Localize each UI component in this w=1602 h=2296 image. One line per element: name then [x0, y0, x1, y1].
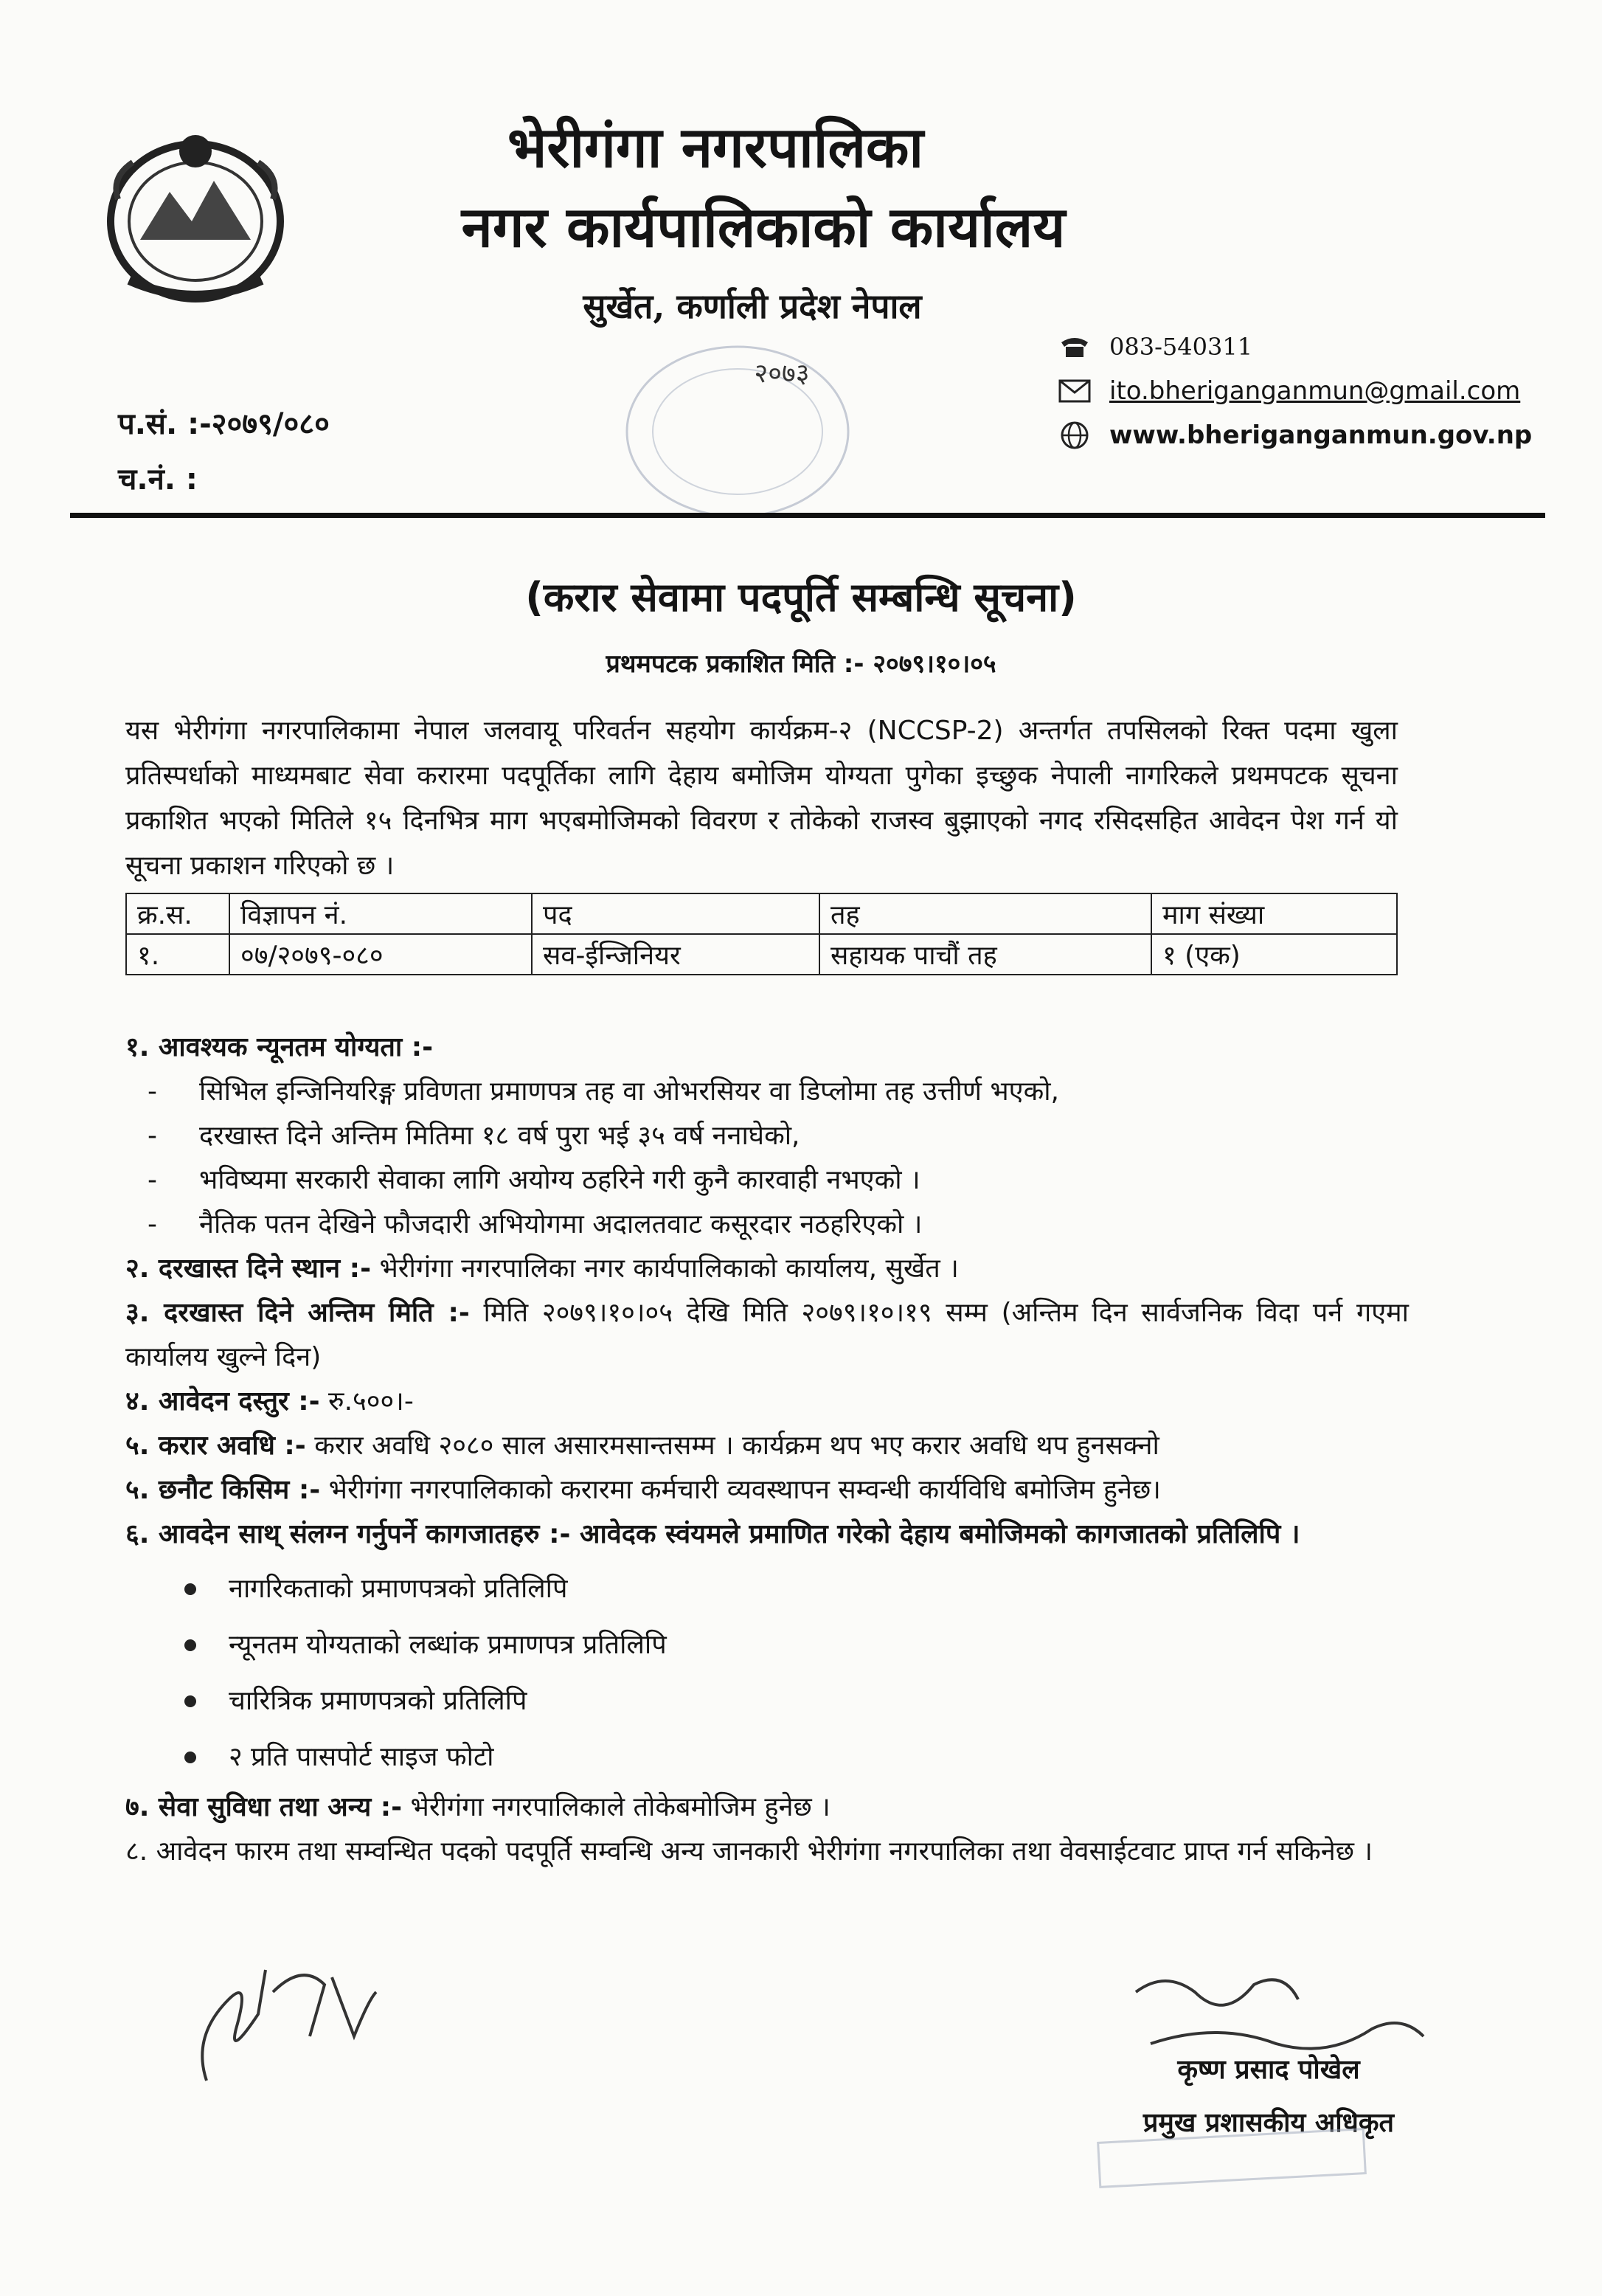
section-8: ८. आवेदन फारम तथा सम्वन्धित पदको पदपूर्ति सम्वन्धि अन्य जानकारी भेरीगंगा नगरपालिका तथा वेवसाईटवाट प्राप्त गर्न सकिनेछ ।: [125, 1836, 1373, 1867]
section-text: भेरीगंगा नगरपालिका नगर कार्यपालिकाको कार्यालय, सुर्खेत ।: [371, 1254, 959, 1284]
table-cell: सव-ईन्जिनियर: [532, 934, 819, 975]
list-item: - सिभिल इन्जिनियरिङ्ग प्रविणता प्रमाणपत्र तह वा ओभरसियर वा डिप्लोमा तह उत्तीर्ण भएको,: [125, 1070, 1409, 1114]
telephone-icon: [1055, 332, 1095, 362]
table-cell: ०७/२०७९-०८०: [229, 934, 532, 975]
section-heading: २. दरखास्त दिने स्थान :-: [125, 1254, 372, 1284]
reference-number: प.सं. :-२०७९/०८०: [118, 407, 330, 441]
qualification-text: भविष्यमा सरकारी सेवाका लागि अयोग्य ठहरिने गरी कुनै कारवाही नभएको ।: [199, 1165, 920, 1195]
bullet-icon: [184, 1639, 196, 1651]
document-text: नागरिकताको प्रमाणपत्रको प्रतिलिपि: [229, 1574, 568, 1604]
table-cell: सहायक पाचौं तह: [819, 934, 1151, 975]
list-item: - नैतिक पतन देखिने फौजदारी अभियोगमा अदालतवाट कसूरदार नठहरिएको ।: [125, 1203, 1409, 1247]
signatory-name: कृष्ण प्रसाद पोखेल: [1177, 2055, 1360, 2085]
section-heading: ५. करार अवधि :-: [125, 1431, 306, 1461]
table-cell: १.: [126, 934, 229, 975]
established-year: २०७३: [754, 359, 810, 389]
notice-title: (करार सेवामा पदपूर्ति सम्बन्धि सूचना): [525, 574, 1077, 620]
phone-number: 083-540311: [1109, 333, 1253, 361]
globe-icon: [1055, 421, 1095, 450]
table-header-cell: क्र.स.: [126, 893, 229, 934]
published-date: प्रथमपटक प्रकाशित मिति :- २०७९।१०।०५: [606, 649, 996, 679]
section-2: [125, 1247, 1409, 1291]
section-heading: १. आवश्यक न्यूनतम योग्यता :-: [125, 1032, 434, 1062]
section-heading: ३. दरखास्त दिने अन्तिम मिति :-: [125, 1298, 470, 1328]
list-item: - दरखास्त दिने अन्तिम मितिमा १८ वर्ष पुरा भई ३५ वर्ष ननाघेको,: [125, 1114, 1409, 1158]
table-header-cell: पद: [532, 893, 819, 934]
vacancy-table: [125, 893, 1398, 975]
section-5: [125, 1424, 1409, 1468]
table-header-cell: माग संख्या: [1151, 893, 1397, 934]
header-divider: [70, 513, 1545, 518]
qualification-text: सिभिल इन्जिनियरिङ्ग प्रविणता प्रमाणपत्र तह वा ओभरसियर वा डिप्लोमा तह उत्तीर्ण भएको,: [199, 1076, 1059, 1107]
designation-stamp: [1092, 2125, 1372, 2191]
office-address: सुर्खेत, कर्णाली प्रदेश नेपाल: [583, 286, 922, 326]
section-heading: ४. आवेदन दस्तुर :-: [125, 1386, 320, 1417]
phone-row: [1055, 325, 1571, 369]
document-text: २ प्रति पासपोर्ट साइज फोटो: [229, 1742, 494, 1772]
section-7: [125, 1785, 1409, 1830]
list-item: [184, 1561, 1409, 1617]
left-signature: [184, 1948, 391, 2095]
email-row: [1055, 369, 1571, 413]
section-text: मिति २०७९।१०।०५ देखि मिति २०७९।१०।१९ सम्म (अन्तिम दिन सार्वजनिक विदा पर्न गएमा कार्यालय खुल्ने दिन): [125, 1298, 1409, 1372]
section-heading: ५. छनौट किसिम :-: [125, 1475, 321, 1505]
qualification-text: दरखास्त दिने अन्तिम मितिमा १८ वर्ष पुरा भई ३५ वर्ष ननाघेको,: [199, 1121, 800, 1151]
website-url: www.bheriganganmun.gov.np: [1109, 421, 1533, 450]
dispatch-number: च.नं. :: [118, 463, 198, 497]
section-6-heading: ६. आवदेन साथ् संलग्न गर्नुपर्ने कागजातहरु :- आवेदक स्वंयमले प्रमाणित गरेको देहाय बमोजिमको कागजातको प्रतिलिपि ।: [125, 1519, 1300, 1549]
section-3: [125, 1291, 1409, 1380]
section-4: [125, 1380, 1409, 1424]
qualification-text: नैतिक पतन देखिने फौजदारी अभियोगमा अदालतवाट कसूरदार नठहरिएको ।: [199, 1209, 923, 1239]
bullet-icon: [184, 1695, 196, 1707]
list-item: [184, 1617, 1409, 1673]
bullet-icon: [184, 1752, 196, 1763]
website-row: [1055, 413, 1571, 457]
bullet-icon: [184, 1583, 196, 1595]
table-cell: १ (एक): [1151, 934, 1397, 975]
notice-body: [125, 1026, 1409, 1874]
section-heading: ७. सेवा सुविधा तथा अन्य :-: [125, 1792, 403, 1822]
envelope-icon: [1055, 376, 1095, 406]
table-row: [126, 934, 1397, 975]
document-text: चारित्रिक प्रमाणपत्रको प्रतिलिपि: [229, 1686, 527, 1716]
list-item: - भविष्यमा सरकारी सेवाका लागि अयोग्य ठहरिने गरी कुनै कारवाही नभएको ।: [125, 1158, 1409, 1203]
section-5b: [125, 1468, 1409, 1512]
signatory-designation: प्रमुख प्रशासकीय अधिकृत: [1142, 2108, 1395, 2138]
office-title-line1: भेरीगंगा नगरपालिका: [507, 114, 924, 180]
list-item: [184, 1729, 1409, 1785]
table-header-cell: विज्ञापन नं.: [229, 893, 532, 934]
office-title-line2: नगर कार्यपालिकाको कार्यालय: [461, 194, 1066, 260]
section-text: भेरीगंगा नगरपालिकाले तोकेबमोजिम हुनेछ ।: [402, 1792, 831, 1822]
document-text: न्यूनतम योग्यताको लब्धांक प्रमाणपत्र प्रतिलिपि: [229, 1630, 667, 1660]
nepal-emblem-icon: [89, 111, 302, 317]
section-text: रु.५००।-: [319, 1386, 414, 1417]
documents-list: [125, 1561, 1409, 1785]
section-text: करार अवधि २०८० साल असारमसान्तसम्म । कार्यक्रम थप भए करार अवधि थप हुनसक्नो: [305, 1431, 1159, 1461]
table-header-row: [126, 893, 1397, 934]
email-address: ito.bheriganganmun@gmail.com: [1109, 376, 1521, 406]
section-text: भेरीगंगा नगरपालिकाको करारमा कर्मचारी व्यवस्थापन सम्वन्धी कार्यविधि बमोजिम हुनेछ।: [320, 1475, 1161, 1505]
table-header-cell: तह: [819, 893, 1151, 934]
intro-paragraph: यस भेरीगंगा नगरपालिकामा नेपाल जलवायू परिवर्तन सहयोग कार्यक्रम-२ (NCCSP-2) अन्तर्गत तपसिलको रिक्त पदमा खुला प्रतिस्पर्धाको माध्यमबाट सेवा करारमा पदपूर्तिका लागि देहाय बमोजिम योग्यता पुगेका इच्छुक नेपाली नागरिकले प्रथमपटक सूचना प्रकाशित भएको मितिले १५ दिनभित्र माग भएबमोजिमको विवरण र तोकेको राजस्व बुझाएको नगद रसिदसहित आवेदन पेश गर्न यो सूचना प्रकाशन गरिएको छ ।: [125, 716, 1398, 881]
list-item: [184, 1673, 1409, 1729]
contact-block: [1055, 325, 1571, 457]
